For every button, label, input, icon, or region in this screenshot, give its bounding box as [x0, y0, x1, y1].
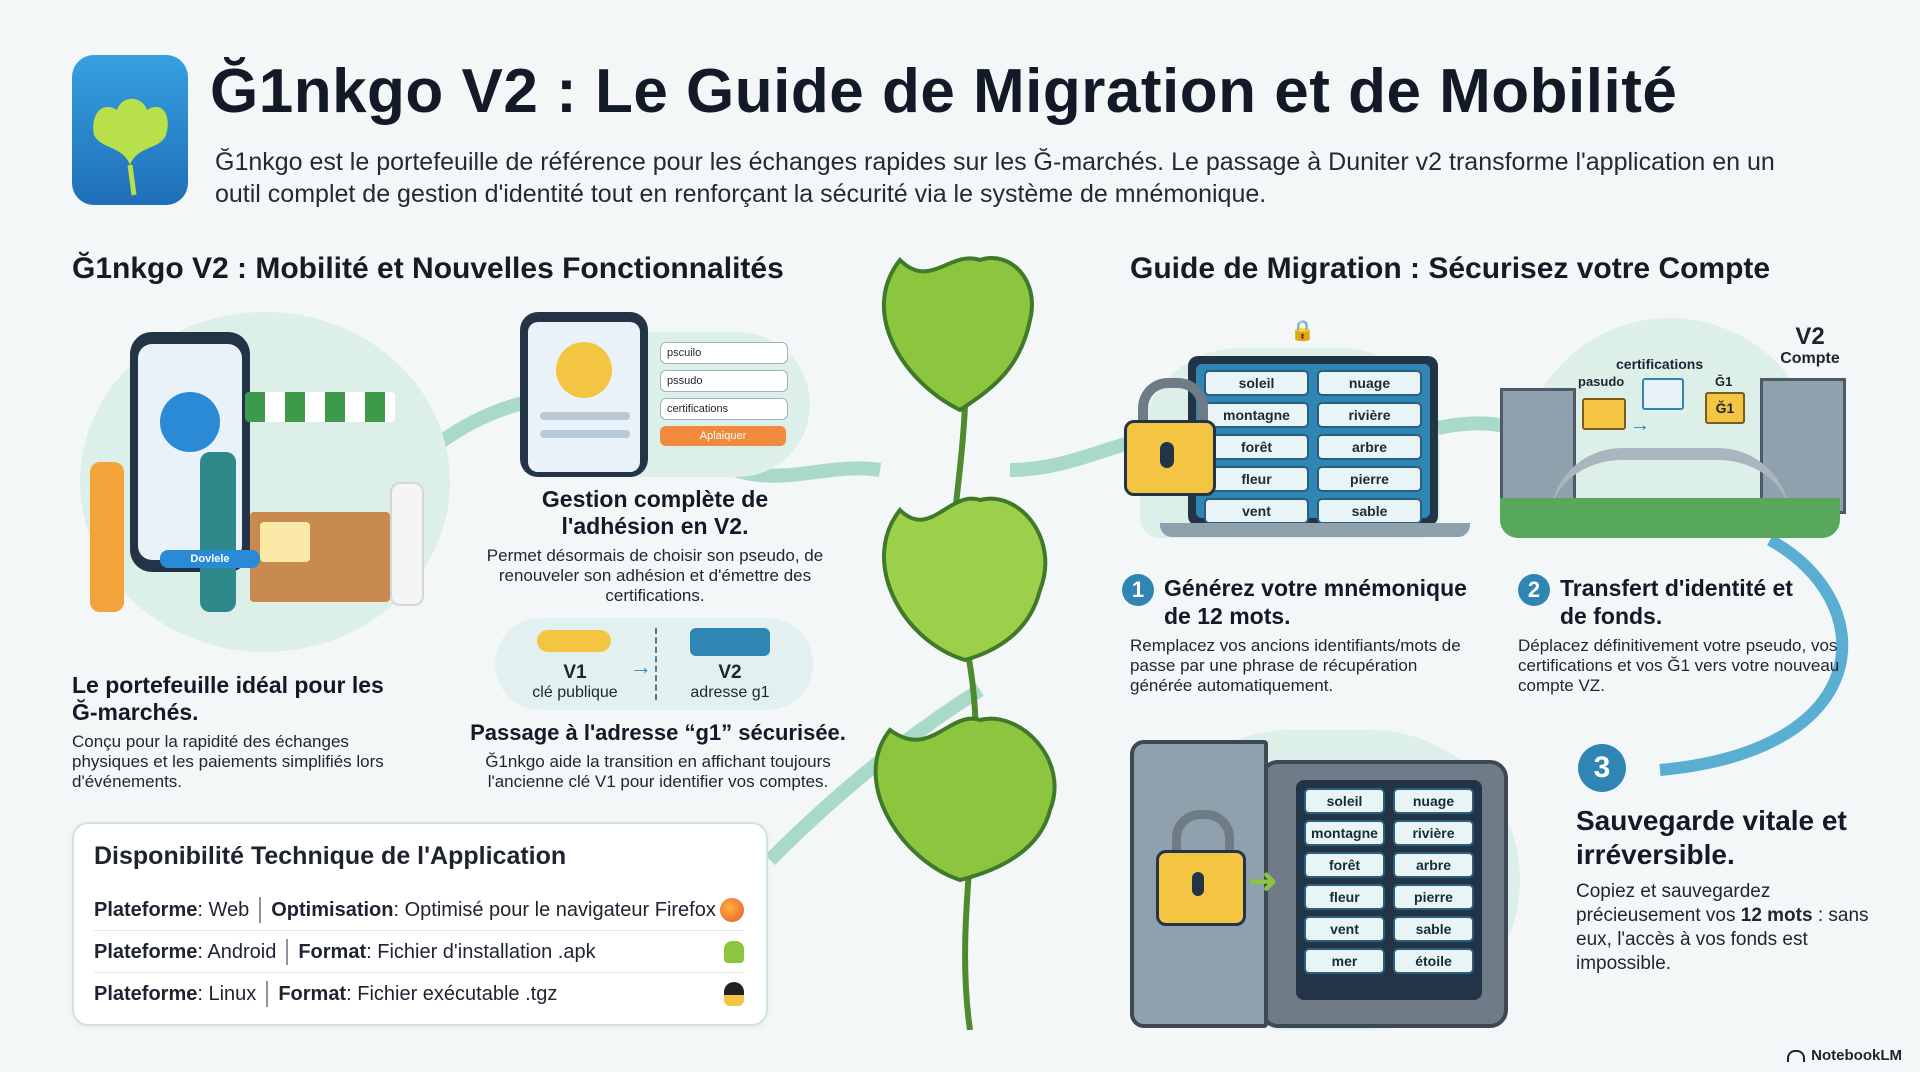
ginkgo-leaves-illustration: [840, 240, 1100, 1030]
bridge-v2-label: V2: [1795, 323, 1825, 350]
firefox-icon: [720, 898, 744, 922]
address-title: Passage à l'adresse “g1” sécurisée.: [470, 720, 846, 745]
step3-number: 3: [1578, 744, 1626, 792]
membership-illustration: [500, 312, 810, 477]
transfer-arrow-icon: →: [1630, 414, 1650, 436]
step2-title: Transfert d'identité et de fonds.: [1560, 575, 1793, 629]
step3-title: Sauvegarde vitale et irréversible.: [1576, 805, 1847, 870]
arrow-into-safe-icon: ➜: [1248, 860, 1279, 901]
v2-sublabel: adresse g1: [690, 684, 770, 701]
step2-number: 2: [1518, 574, 1550, 606]
bridge-compte-label: Compte: [1780, 350, 1840, 367]
mnemonic-grid-safe: soleil nuage montagne rivière forêt arbre fleur pierre vent sable mer étoile: [1304, 788, 1474, 974]
membership-text: Permet désormais de choisir son pseudo, de renouveler son adhésion et d'émettre des certifications.: [486, 546, 824, 605]
safe-illustration: [1120, 730, 1520, 1030]
left-section-title: Ğ1nkgo V2 : Mobilité et Nouvelles Fonctionnalités: [72, 252, 784, 285]
android-icon: [724, 941, 744, 963]
step2-text: Déplacez définitivement votre pseudo, vos certifications et vos Ğ1 vers votre nouveau compte VZ.: [1518, 636, 1840, 695]
pseudo-field-2: pssudo: [660, 370, 788, 392]
market-text: Conçu pour la rapidité des échanges physiques et les paiements simplifiés lors d'événements.: [72, 732, 384, 791]
market-illustration: [80, 312, 450, 662]
v2-label: V2: [718, 662, 742, 683]
step1-number: 1: [1122, 574, 1154, 606]
v1-sublabel: clé publique: [532, 684, 618, 701]
bridge-pseudo-label: pasudo: [1578, 374, 1625, 389]
bridge-certifications-label: certifications: [1616, 356, 1704, 372]
pseudo-field: pscuilo: [660, 342, 788, 364]
market-title: Le portefeuille idéal pour les Ğ-marchés.: [72, 672, 384, 725]
tech-row-linux: Plateforme : Linux Format : Fichier exécutable .tgz: [94, 974, 744, 1014]
lock-small-icon: 🔒: [1290, 320, 1315, 342]
tech-title: Disponibilité Technique de l'Application: [94, 842, 567, 870]
linux-icon: [724, 982, 744, 1006]
bridge-g1-box: Ğ1: [1705, 392, 1745, 424]
notebooklm-icon: [1787, 1050, 1805, 1062]
safe-padlock-icon: [1156, 810, 1246, 930]
footer-brand: NotebookLM: [1787, 1047, 1902, 1064]
laptop-illustration: [1120, 318, 1440, 548]
bridge-illustration: [1490, 318, 1845, 543]
step3-text: Copiez et sauvegardez précieusement vos 12 mots : sans eux, l'accès à vos fonds est impossible.: [1576, 881, 1869, 974]
step1-title: Générez votre mnémonique de 12 mots.: [1164, 575, 1467, 629]
tech-availability-card: [72, 822, 768, 1026]
arrow-right-icon: →: [630, 654, 652, 679]
membership-title: Gestion complète de l'adhésion en V2.: [541, 486, 769, 539]
step1-text: Remplacez vos ancions identifiants/mots de passe par une phrase de récupération générée automatiquement.: [1130, 636, 1461, 695]
tech-row-web: Plateforme : Web Optimisation : Optimisé pour le navigateur Firefox: [94, 890, 744, 931]
bridge-g1-top-label: Ğ1: [1715, 374, 1733, 389]
app-logo: [72, 55, 188, 205]
page-subtitle: Ğ1nkgo est le portefeuille de référence pour les échanges rapides sur les Ğ-marchés. Le passage à Duniter v2 transforme l'application en un outil complet de gestion d'identité tout en renforçant la sécurité via le système de mnémonique.: [215, 148, 1775, 208]
badge-label: Dovlele: [160, 550, 260, 568]
mnemonic-grid-laptop: soleil nuage montagne rivière forêt arbre fleur pierre vent sable: [1204, 370, 1422, 524]
page-title: Ğ1nkgo V2 : Le Guide de Migration et de Mobilité: [210, 57, 1678, 126]
v1-label: V1: [563, 662, 587, 683]
apply-button: Aplaiquer: [660, 426, 786, 446]
ginkgo-leaf-icon: [72, 55, 188, 205]
address-text: Ğ1nkgo aide la transition en affichant toujours l'ancienne clé V1 pour identifier vos comptes.: [485, 752, 831, 791]
right-section-title: Guide de Migration : Sécurisez votre Compte: [1130, 252, 1771, 285]
padlock-icon: [1120, 378, 1210, 488]
address-transition: [495, 618, 813, 710]
tech-row-android: Plateforme : Android Format : Fichier d'installation .apk: [94, 932, 744, 973]
certifications-field: certifications: [660, 398, 788, 420]
